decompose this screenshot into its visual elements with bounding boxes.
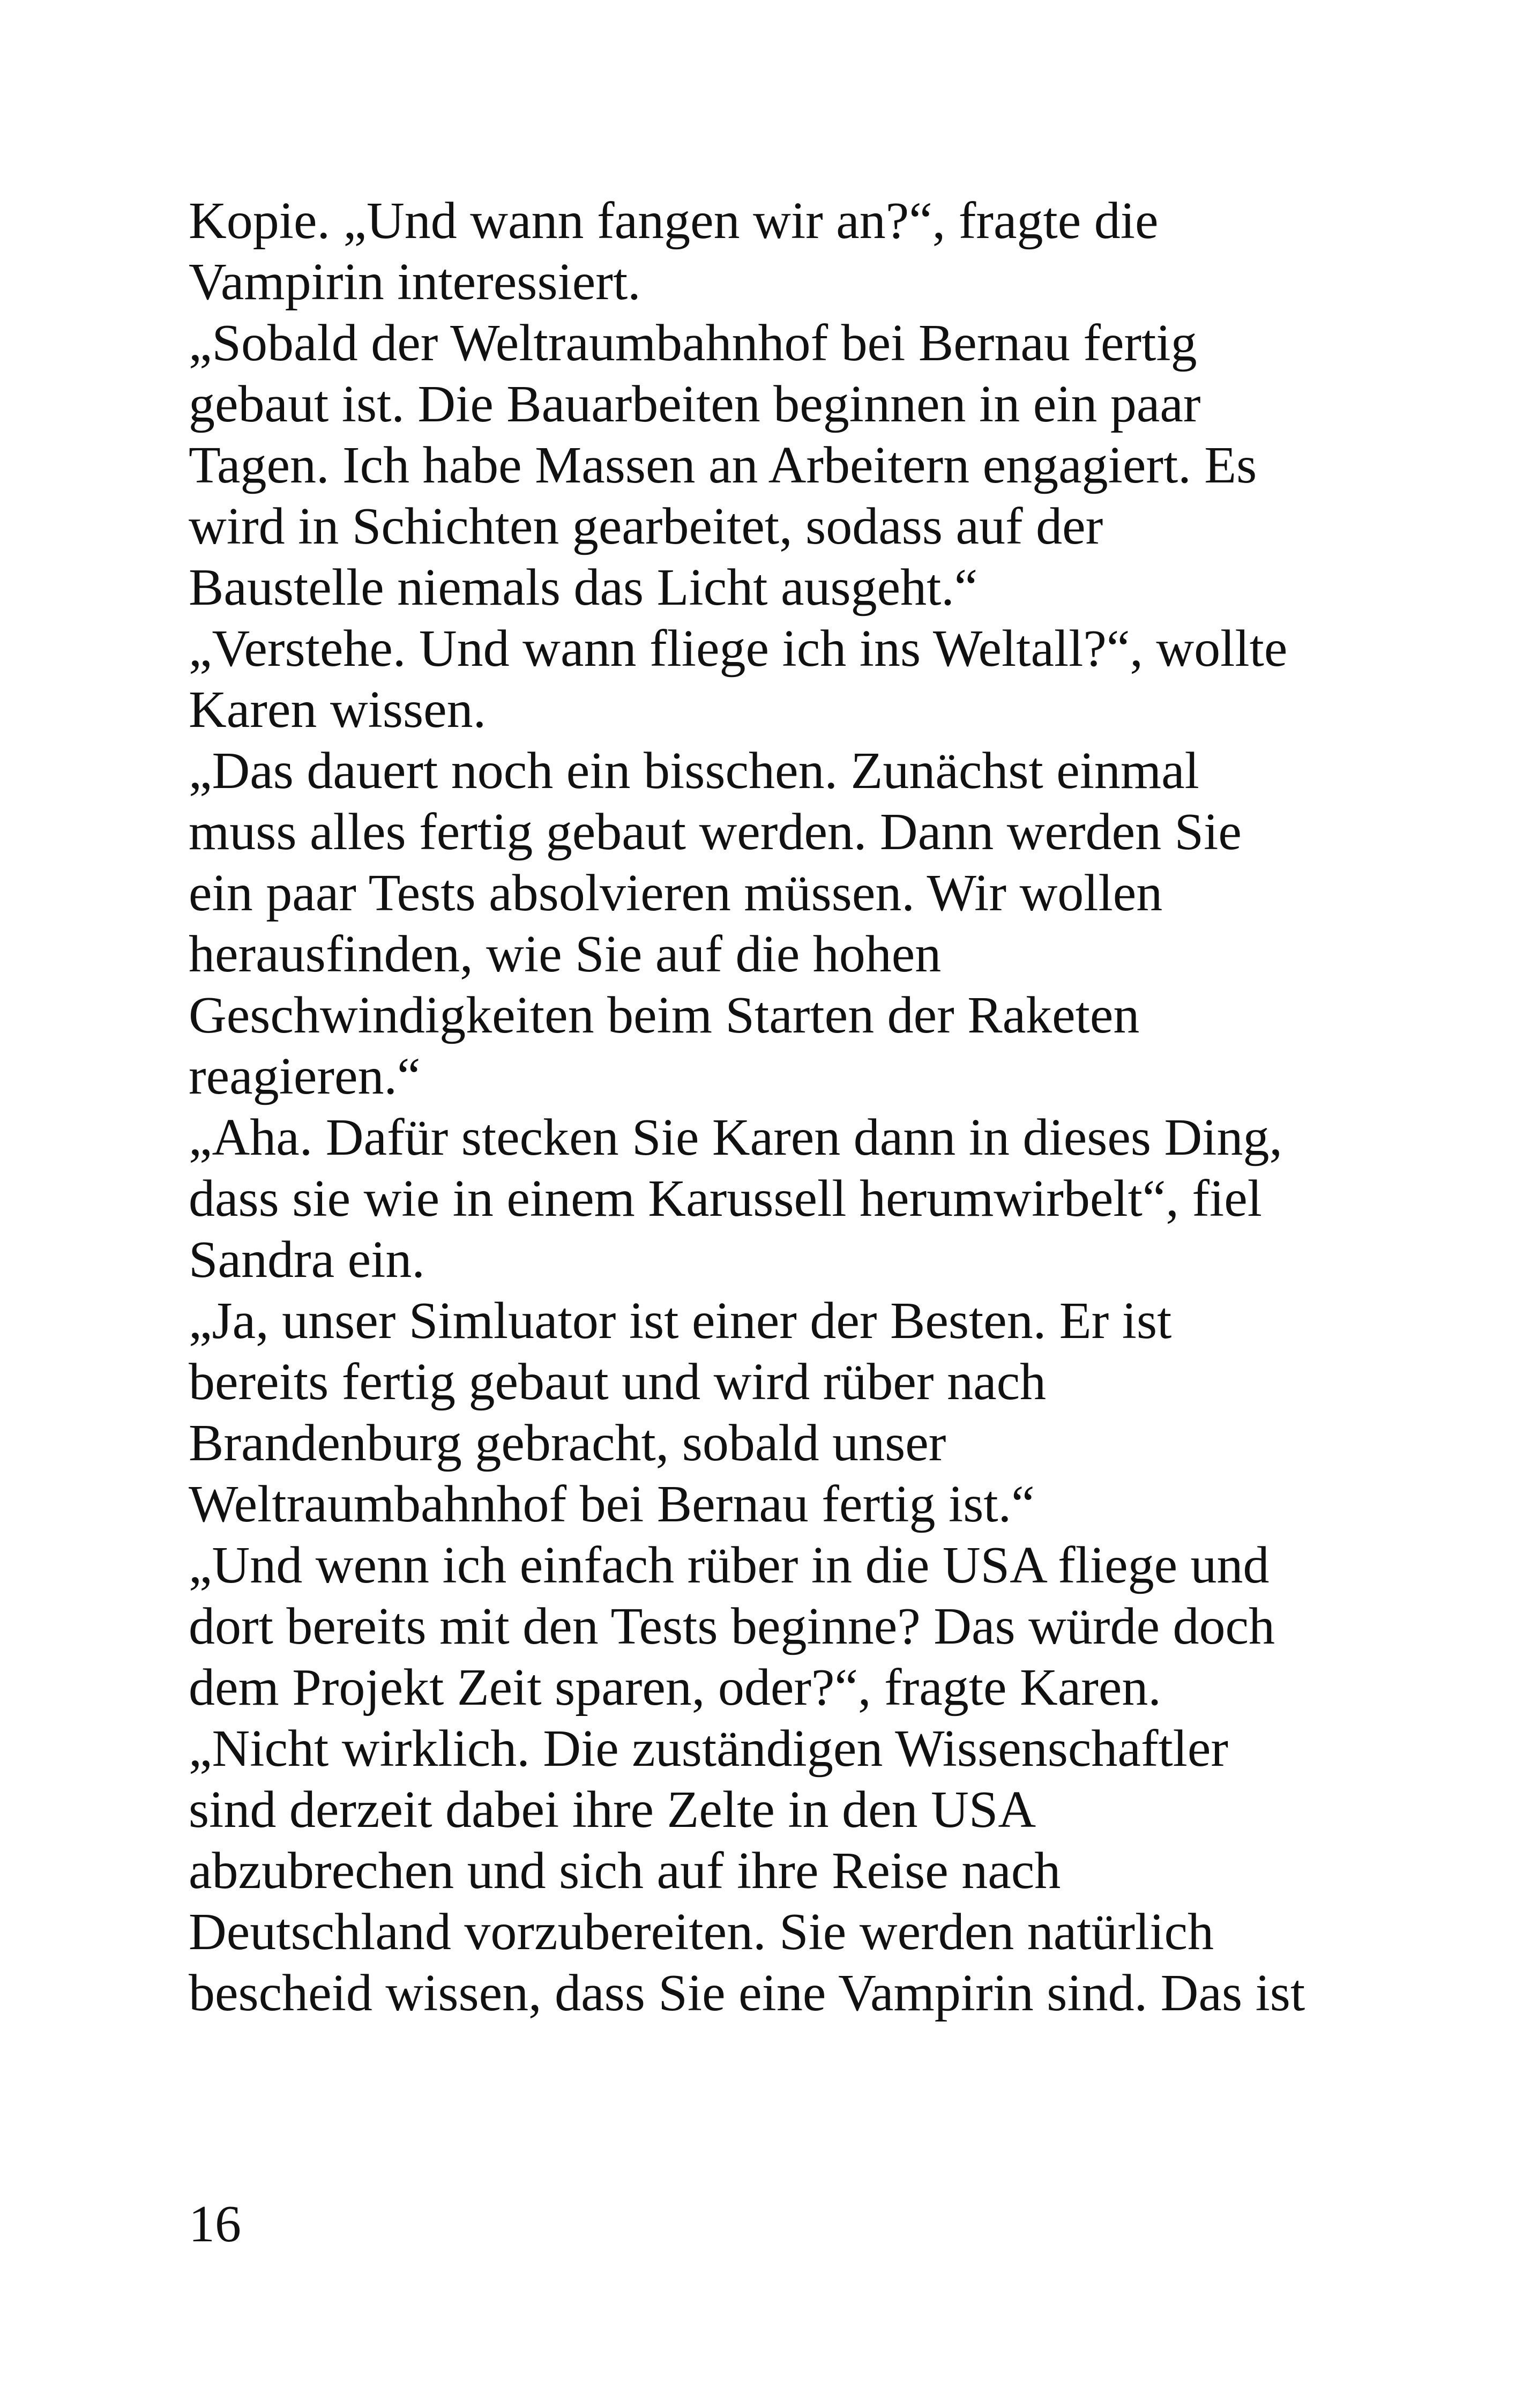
page-number: 16 [189, 2195, 241, 2253]
text-line: Geschwindigkeiten beim Starten der Raketen [189, 986, 1140, 1044]
text-line: Brandenburg gebracht, sobald unser [189, 1414, 946, 1472]
text-line: Tagen. Ich habe Massen an Arbeitern engagiert. Es [189, 436, 1257, 494]
text-line: gebaut ist. Die Bauarbeiten beginnen in ein paar [189, 375, 1201, 433]
text-line: dem Projekt Zeit sparen, oder?“, fragte Karen. [189, 1659, 1161, 1716]
text-line: bereits fertig gebaut und wird rüber nach [189, 1353, 1047, 1411]
text-line: Weltraumbahnhof bei Bernau fertig ist.“ [189, 1475, 1035, 1533]
text-line: Karen wissen. [189, 681, 487, 739]
text-line: dort bereits mit den Tests beginne? Das würde doch [189, 1597, 1275, 1655]
text-line: dass sie wie in einem Karussell herumwirbelt“, fiel [189, 1170, 1262, 1228]
body-text [189, 190, 1389, 2024]
text-line: wird in Schichten gearbeitet, sodass auf der [189, 497, 1103, 555]
text-line: Kopie. „Und wann fangen wir an?“, fragte die [189, 192, 1159, 250]
text-line: Baustelle niemals das Licht ausgeht.“ [189, 559, 978, 616]
text-line: Vampirin interessiert. [189, 253, 641, 311]
text-line: herausfinden, wie Sie auf die hohen [189, 925, 942, 983]
text-line: reagieren.“ [189, 1047, 421, 1105]
text-line: „Und wenn ich einfach rüber in die USA fliege und [189, 1536, 1270, 1594]
text-line: „Aha. Dafür stecken Sie Karen dann in dieses Ding, [189, 1109, 1283, 1166]
text-line: sind derzeit dabei ihre Zelte in den USA [189, 1781, 1036, 1839]
text-line: ein paar Tests absolvieren müssen. Wir wollen [189, 864, 1163, 922]
text-line: „Nicht wirklich. Die zuständigen Wissenschaftler [189, 1720, 1229, 1778]
text-line: Deutschland vorzubereiten. Sie werden natürlich [189, 1903, 1214, 1961]
text-line: „Ja, unser Simluator ist einer der Besten. Er ist [189, 1292, 1172, 1350]
text-line: abzubrechen und sich auf ihre Reise nach [189, 1842, 1061, 1900]
text-line: „Das dauert noch ein bisschen. Zunächst einmal [189, 742, 1199, 800]
text-line: Sandra ein. [189, 1231, 425, 1289]
text-line: muss alles fertig gebaut werden. Dann werden Sie [189, 803, 1242, 861]
text-line: „Verstehe. Und wann fliege ich ins Weltall?“, wollte [189, 620, 1288, 678]
text-line: „Sobald der Weltraumbahnhof bei Bernau fertig [189, 314, 1197, 372]
text-line: bescheid wissen, dass Sie eine Vampirin sind. Das ist [189, 1964, 1305, 2022]
